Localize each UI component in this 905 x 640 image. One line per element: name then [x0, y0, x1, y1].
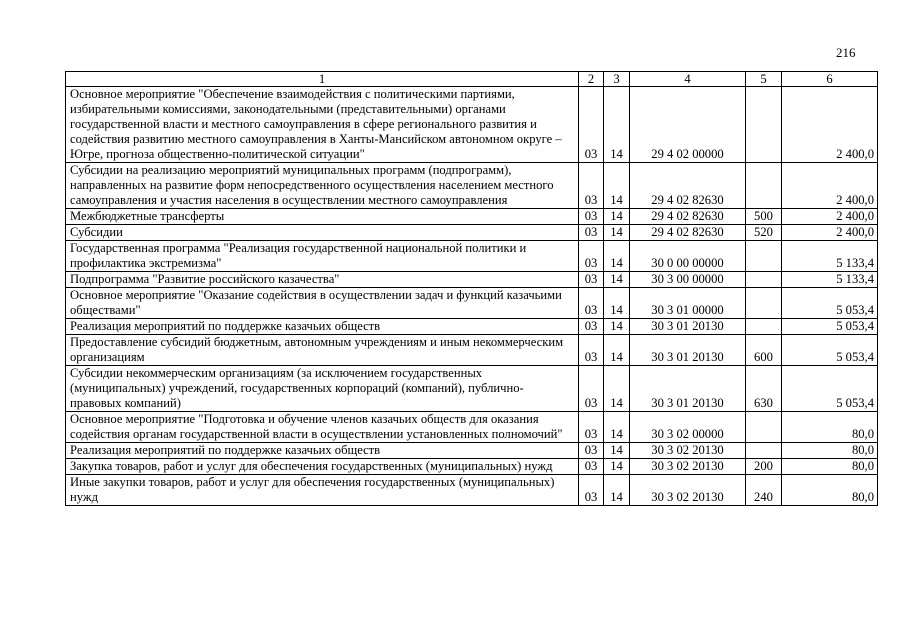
row-pr: 14: [604, 87, 630, 163]
row-sum: 80,0: [782, 412, 878, 443]
row-vr: [746, 272, 782, 288]
row-rz: 03: [579, 272, 604, 288]
row-pr: 14: [604, 412, 630, 443]
row-name: Предоставление субсидий бюджетным, автономным учреждениям и иным некоммерческим организациям: [66, 335, 579, 366]
row-sum: 5 053,4: [782, 366, 878, 412]
row-csr: 30 0 00 00000: [630, 241, 746, 272]
table-row: [66, 366, 878, 412]
budget-table: [65, 71, 878, 506]
table-row: [66, 272, 878, 288]
row-rz: 03: [579, 335, 604, 366]
table-row: [66, 87, 878, 163]
row-csr: 29 4 02 82630: [630, 163, 746, 209]
table-row: [66, 475, 878, 506]
row-name: Государственная программа "Реализация государственной национальной политики и профилактика экстремизма": [66, 241, 579, 272]
row-csr: 30 3 02 20130: [630, 475, 746, 506]
row-name: Межбюджетные трансферты: [66, 209, 579, 225]
row-csr: 30 3 01 00000: [630, 288, 746, 319]
row-sum: 2 400,0: [782, 225, 878, 241]
table-row: [66, 335, 878, 366]
row-name: Субсидии на реализацию мероприятий муниципальных программ (подпрограмм), направленных на развитие форм непосредственного осуществления населением местного самоуправления и участия населения в осуществлении местного самоуправления: [66, 163, 579, 209]
row-rz: 03: [579, 87, 604, 163]
row-rz: 03: [579, 412, 604, 443]
row-pr: 14: [604, 366, 630, 412]
row-pr: 14: [604, 241, 630, 272]
row-sum: 5 053,4: [782, 335, 878, 366]
row-vr: [746, 87, 782, 163]
header-cell-4: 4: [630, 72, 746, 87]
row-name: Субсидии некоммерческим организациям (за исключением государственных (муниципальных) учреждений, государственных корпораций (компаний), публично-правовых компаний): [66, 366, 579, 412]
row-rz: 03: [579, 443, 604, 459]
row-rz: 03: [579, 459, 604, 475]
row-rz: 03: [579, 288, 604, 319]
table-row: [66, 288, 878, 319]
row-pr: 14: [604, 225, 630, 241]
row-csr: 29 4 02 00000: [630, 87, 746, 163]
row-sum: 2 400,0: [782, 87, 878, 163]
row-name: Субсидии: [66, 225, 579, 241]
row-sum: 5 133,4: [782, 272, 878, 288]
row-sum: 5 053,4: [782, 319, 878, 335]
row-vr: [746, 443, 782, 459]
row-csr: 30 3 01 20130: [630, 319, 746, 335]
row-vr: 600: [746, 335, 782, 366]
row-rz: 03: [579, 366, 604, 412]
table-row: [66, 319, 878, 335]
row-pr: 14: [604, 335, 630, 366]
table-row: [66, 443, 878, 459]
row-vr: 240: [746, 475, 782, 506]
page-number: 216: [836, 45, 856, 60]
row-vr: [746, 241, 782, 272]
row-pr: 14: [604, 319, 630, 335]
header-row: [66, 72, 878, 87]
header-cell-5: 5: [746, 72, 782, 87]
row-sum: 2 400,0: [782, 209, 878, 225]
row-vr: [746, 319, 782, 335]
header-cell-3: 3: [604, 72, 630, 87]
row-sum: 5 133,4: [782, 241, 878, 272]
row-name: Иные закупки товаров, работ и услуг для обеспечения государственных (муниципальных) нужд: [66, 475, 579, 506]
row-name: Основное мероприятие "Обеспечение взаимодействия с политическими партиями, избирательными комиссиями, законодательными (представительными) органами государственной власти и местного самоуправления в сфере регионального развития и содействия развитию местного самоуправления в Ханты-Мансийском автономном округе – Югре, прогноза общественно-политической ситуации": [66, 87, 579, 163]
row-vr: 500: [746, 209, 782, 225]
row-sum: 2 400,0: [782, 163, 878, 209]
table-row: [66, 459, 878, 475]
row-sum: 80,0: [782, 443, 878, 459]
table-row: [66, 241, 878, 272]
row-csr: 29 4 02 82630: [630, 209, 746, 225]
row-name: Реализация мероприятий по поддержке казачьих обществ: [66, 443, 579, 459]
row-pr: 14: [604, 163, 630, 209]
row-name: Основное мероприятие "Подготовка и обучение членов казачьих обществ для оказания содействия органам государственной власти в осуществлении установленных полномочий": [66, 412, 579, 443]
row-pr: 14: [604, 272, 630, 288]
header-cell-1: 1: [66, 72, 579, 87]
row-rz: 03: [579, 225, 604, 241]
table-row: [66, 225, 878, 241]
row-name: Основное мероприятие "Оказание содействия в осуществлении задач и функций казачьими обществами": [66, 288, 579, 319]
row-vr: [746, 163, 782, 209]
row-sum: 80,0: [782, 475, 878, 506]
table-row: [66, 163, 878, 209]
row-rz: 03: [579, 209, 604, 225]
table-row: [66, 209, 878, 225]
header-cell-2: 2: [579, 72, 604, 87]
row-name: Закупка товаров, работ и услуг для обеспечения государственных (муниципальных) нужд: [66, 459, 579, 475]
row-sum: 5 053,4: [782, 288, 878, 319]
row-pr: 14: [604, 288, 630, 319]
row-vr: [746, 288, 782, 319]
row-rz: 03: [579, 241, 604, 272]
row-rz: 03: [579, 163, 604, 209]
row-pr: 14: [604, 209, 630, 225]
row-name: Подпрограмма "Развитие российского казачества": [66, 272, 579, 288]
table-row: [66, 412, 878, 443]
row-rz: 03: [579, 319, 604, 335]
row-csr: 30 3 00 00000: [630, 272, 746, 288]
row-name: Реализация мероприятий по поддержке казачьих обществ: [66, 319, 579, 335]
row-vr: [746, 412, 782, 443]
row-pr: 14: [604, 475, 630, 506]
row-csr: 30 3 02 00000: [630, 412, 746, 443]
row-vr: 200: [746, 459, 782, 475]
row-sum: 80,0: [782, 459, 878, 475]
row-csr: 29 4 02 82630: [630, 225, 746, 241]
row-pr: 14: [604, 459, 630, 475]
row-rz: 03: [579, 475, 604, 506]
row-csr: 30 3 02 20130: [630, 459, 746, 475]
row-csr: 30 3 01 20130: [630, 366, 746, 412]
row-csr: 30 3 02 20130: [630, 443, 746, 459]
header-cell-6: 6: [782, 72, 878, 87]
row-pr: 14: [604, 443, 630, 459]
row-vr: 630: [746, 366, 782, 412]
row-csr: 30 3 01 20130: [630, 335, 746, 366]
row-vr: 520: [746, 225, 782, 241]
